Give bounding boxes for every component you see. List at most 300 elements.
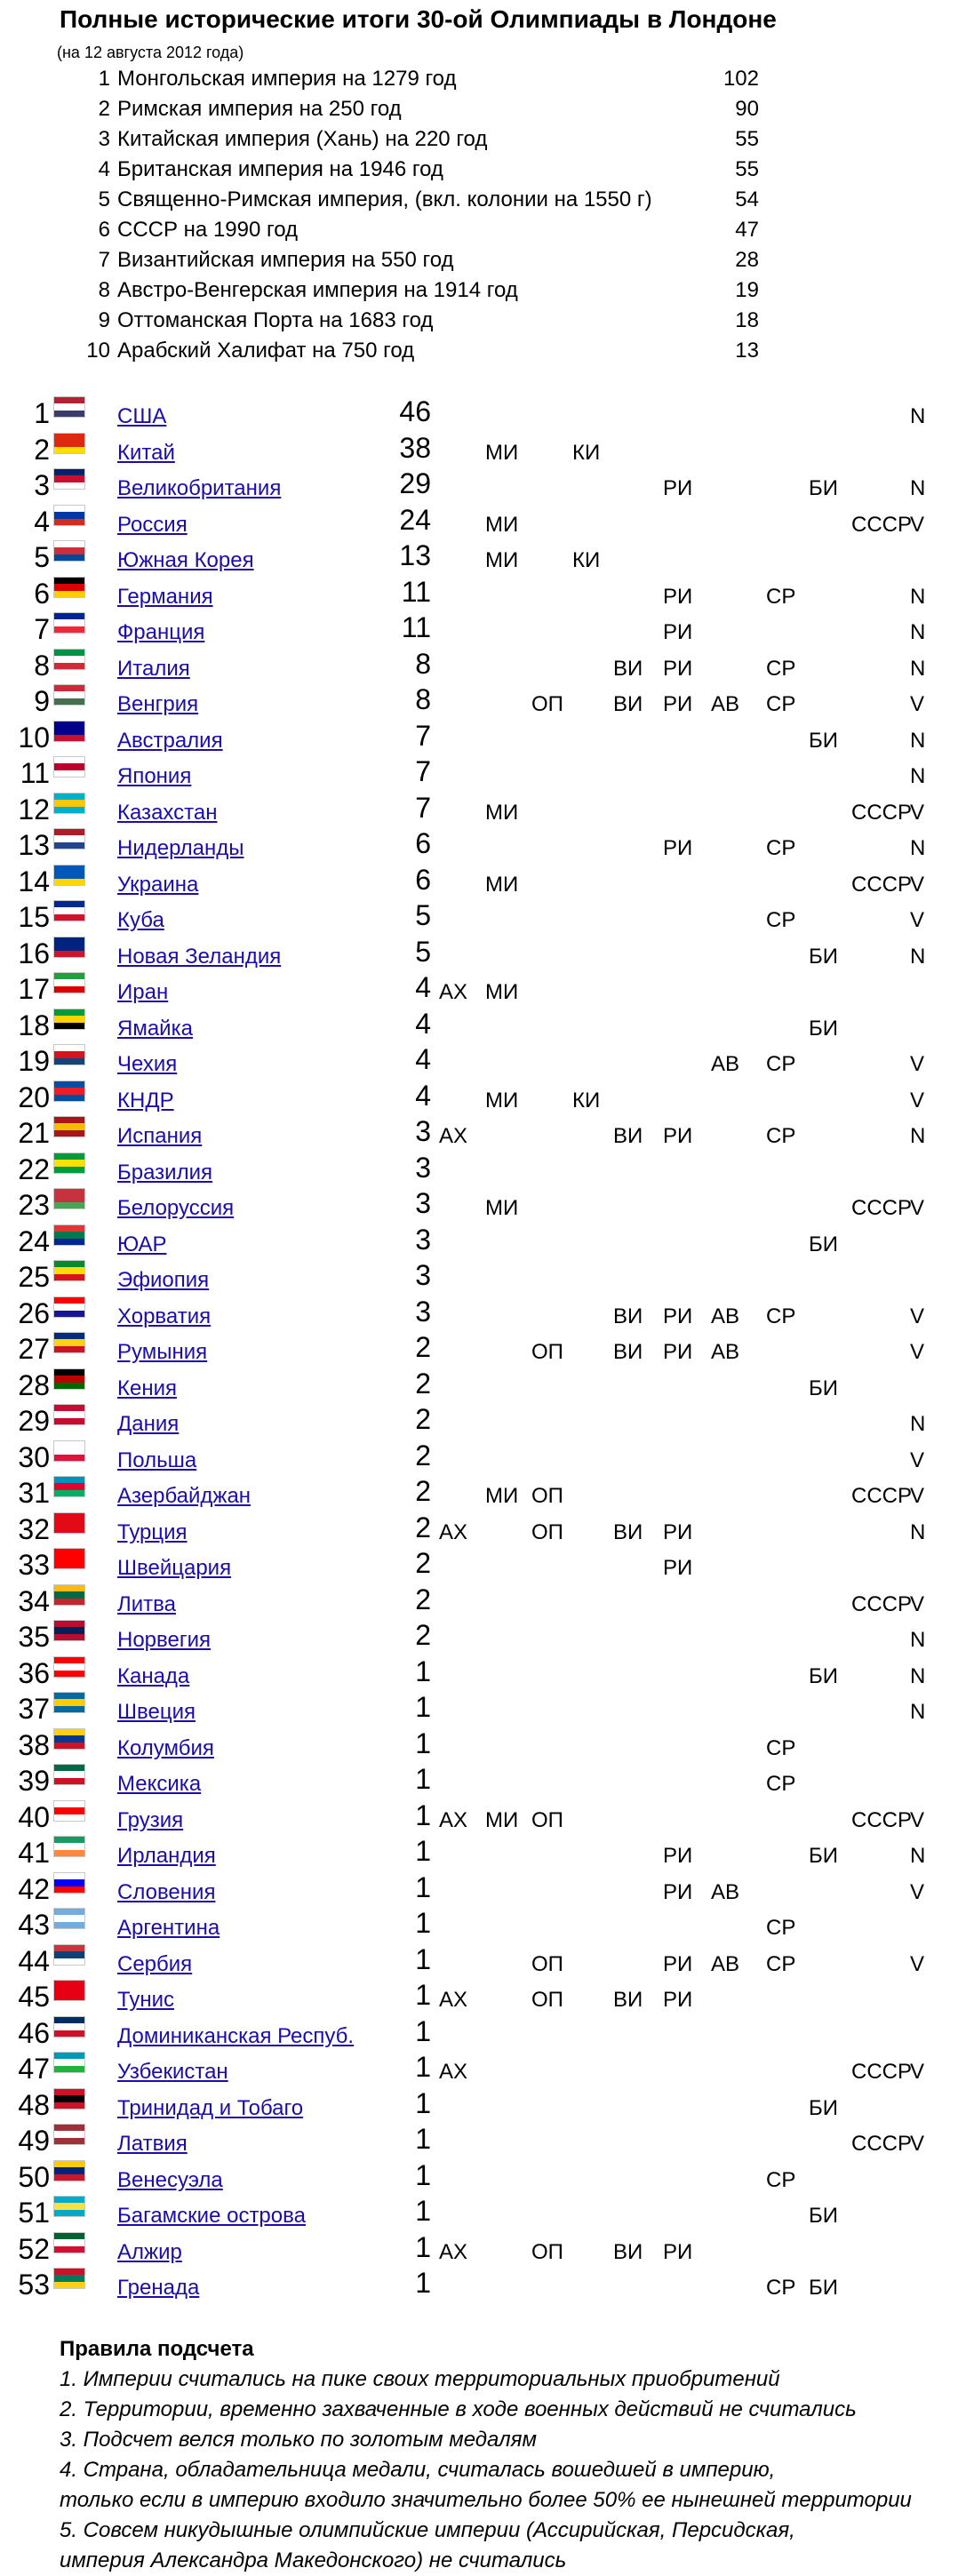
country-link[interactable]: Дания [117, 1412, 180, 1436]
gold-count: 4 [415, 1079, 431, 1112]
table-row [0, 2263, 958, 2300]
flag-icon [53, 1764, 85, 1785]
country-link[interactable]: КНДР [117, 1088, 174, 1113]
empire-code-ri: РИ [663, 1556, 693, 1580]
flag-icon [53, 1476, 85, 1497]
table-row [0, 1940, 958, 1976]
country-rank: 18 [18, 1009, 50, 1041]
empire-code-sssr: СССР [851, 872, 913, 897]
gold-count: 4 [415, 971, 431, 1003]
empire-code-ri: РИ [663, 1879, 693, 1904]
gold-count: 3 [415, 1187, 431, 1219]
empire-code-av: АВ [711, 1879, 740, 1904]
empire-code-ah: АХ [439, 1807, 468, 1832]
country-rank: 3 [34, 469, 50, 501]
gold-count: 1 [415, 1763, 431, 1795]
empire-code-mi: МИ [485, 512, 519, 537]
country-rank: 21 [18, 1117, 50, 1149]
table-row [0, 536, 958, 572]
gold-count: 6 [415, 827, 431, 859]
table-row [0, 2012, 958, 2048]
empire-code-end: N [910, 656, 926, 681]
flag-icon [53, 1044, 85, 1065]
country-link[interactable]: Азербайджан [117, 1484, 251, 1508]
empire-code-end: V [910, 512, 925, 537]
empire-code-ri: РИ [663, 584, 693, 609]
country-rank: 49 [18, 2125, 50, 2157]
table-row [0, 968, 958, 1004]
gold-count: 1 [415, 1655, 431, 1687]
empire-code-op: ОП [531, 1988, 563, 2012]
empire-code-sssr: СССР [851, 800, 913, 825]
empire-code-sr: СР [766, 1735, 796, 1760]
flag-icon [53, 468, 85, 490]
country-link[interactable]: Россия [117, 512, 188, 537]
empire-code-bi: БИ [809, 1663, 838, 1688]
table-row [0, 824, 958, 860]
empire-rank: 4 [98, 157, 110, 181]
gold-count: 1 [415, 1979, 431, 2011]
empire-code-bi: БИ [809, 1016, 838, 1041]
country-link[interactable]: Тринидад и Тобаго [117, 2095, 304, 2120]
empire-rank: 2 [98, 97, 110, 121]
country-rank: 27 [18, 1333, 50, 1365]
empire-code-end: V [910, 1879, 925, 1904]
empire-code-ri: РИ [663, 1340, 693, 1364]
flag-icon [53, 1440, 85, 1462]
empire-code-ah: АХ [439, 980, 468, 1004]
country-link[interactable]: Турция [117, 1519, 188, 1544]
country-rank: 10 [18, 721, 50, 754]
table-row [0, 428, 958, 465]
empire-code-av: АВ [711, 1340, 740, 1364]
gold-count: 2 [415, 1511, 431, 1543]
empire-code-sr: СР [766, 2276, 796, 2300]
empire-code-sr: СР [766, 908, 796, 932]
country-link[interactable]: Венесуэла [117, 2167, 223, 2192]
empire-value: 19 [735, 278, 759, 302]
country-rank: 40 [18, 1800, 50, 1833]
country-link[interactable]: Германия [117, 584, 213, 609]
empire-row [0, 94, 958, 124]
table-row [0, 1184, 958, 1220]
flag-icon [53, 1152, 85, 1174]
flag-icon [53, 1728, 85, 1750]
country-link[interactable]: Узбекистан [117, 2060, 228, 2084]
empire-rank: 7 [98, 248, 110, 272]
country-rank: 26 [18, 1296, 50, 1329]
empire-code-end: V [910, 2060, 925, 2084]
country-link[interactable]: Китай [117, 440, 175, 465]
table-row [0, 752, 958, 788]
empire-code-ri: РИ [663, 620, 693, 644]
country-link[interactable]: Южная Корея [117, 548, 254, 572]
empire-code-op: ОП [531, 692, 563, 716]
empire-rank: 1 [98, 67, 110, 91]
table-row [0, 1831, 958, 1868]
empire-name: СССР на 1990 год [117, 218, 299, 242]
flag-icon [53, 1009, 85, 1030]
gold-count: 1 [415, 1942, 431, 1975]
country-link[interactable]: США [117, 404, 167, 428]
gold-count: 5 [415, 935, 431, 968]
country-link[interactable]: Казахстан [117, 800, 218, 825]
gold-count: 1 [415, 2123, 431, 2155]
empire-code-ri: РИ [663, 1304, 693, 1328]
country-link[interactable]: Румыния [117, 1340, 208, 1364]
flag-icon [53, 900, 85, 921]
country-rank: 53 [18, 2269, 50, 2301]
empire-value: 13 [735, 339, 759, 363]
table-row [0, 2228, 958, 2264]
empire-code-end: N [910, 944, 926, 969]
country-link[interactable]: Словения [117, 1879, 216, 1904]
country-rank: 2 [34, 433, 50, 466]
flag-icon [53, 433, 85, 454]
gold-count: 2 [415, 1583, 431, 1615]
gold-count: 46 [399, 395, 431, 427]
empire-code-ki: КИ [572, 440, 601, 465]
empire-code-end: V [910, 1196, 925, 1220]
country-link[interactable]: Куба [117, 908, 164, 932]
empire-row [0, 185, 958, 215]
country-rank: 32 [18, 1512, 50, 1545]
flag-icon [53, 1980, 85, 2001]
country-link[interactable]: Новая Зеландия [117, 944, 282, 969]
empire-code-ri: РИ [663, 1519, 693, 1544]
country-link[interactable]: Белоруссия [117, 1196, 235, 1220]
empire-code-bi: БИ [809, 2095, 838, 2120]
gold-count: 1 [415, 2086, 431, 2119]
empire-code-end: V [910, 692, 925, 716]
gold-count: 1 [415, 1835, 431, 1867]
country-rank: 34 [18, 1584, 50, 1617]
country-link[interactable]: Мексика [117, 1772, 202, 1796]
country-rank: 13 [18, 829, 50, 861]
flag-icon [53, 612, 85, 634]
country-link[interactable]: Чехия [117, 1052, 178, 1076]
empire-code-end: N [910, 1628, 926, 1652]
empire-code-vi: ВИ [613, 1304, 643, 1328]
table-row [0, 1580, 958, 1616]
empire-rank: 10 [86, 339, 110, 363]
gold-count: 2 [415, 1439, 431, 1471]
empire-code-sssr: СССР [851, 1196, 913, 1220]
country-rank: 17 [18, 973, 50, 1005]
country-rank: 43 [18, 1909, 50, 1941]
country-rank: 45 [18, 1981, 50, 2013]
flag-icon [53, 756, 85, 778]
empire-code-end: N [910, 1844, 926, 1868]
flag-icon [53, 1296, 85, 1318]
table-row [0, 1148, 958, 1184]
empire-code-end: V [910, 1448, 925, 1472]
empire-code-sssr: СССР [851, 2132, 913, 2156]
empire-code-bi: БИ [809, 1844, 838, 1868]
empire-code-end: N [910, 584, 926, 609]
gold-count: 4 [415, 1043, 431, 1075]
flag-icon [53, 2016, 85, 2038]
empire-code-op: ОП [531, 1340, 563, 1364]
empire-code-vi: ВИ [613, 1988, 643, 2012]
table-row [0, 2119, 958, 2156]
flag-icon [53, 721, 85, 742]
country-rank: 47 [18, 2053, 50, 2085]
table-row [0, 1615, 958, 1652]
empire-code-end: N [910, 1700, 926, 1724]
country-link[interactable]: Польша [117, 1448, 197, 1472]
empire-row [0, 245, 958, 275]
empire-code-ki: КИ [572, 1088, 601, 1113]
empire-code-vi: ВИ [613, 2239, 643, 2264]
empire-code-ah: АХ [439, 2060, 468, 2084]
country-link[interactable]: Норвегия [117, 1628, 212, 1652]
country-rank: 1 [34, 397, 50, 429]
flag-icon [53, 1620, 85, 1641]
empire-code-mi: МИ [485, 1484, 519, 1508]
country-rank: 16 [18, 937, 50, 969]
empire-code-ri: РИ [663, 1844, 693, 1868]
country-link[interactable]: Сербия [117, 1951, 193, 1976]
empire-code-end: V [910, 1484, 925, 1508]
flag-icon [53, 1260, 85, 1281]
empire-code-bi: БИ [809, 1376, 838, 1400]
country-link[interactable]: Иран [117, 980, 169, 1004]
gold-count: 1 [415, 2195, 431, 2227]
gold-count: 1 [415, 1798, 431, 1831]
country-link[interactable]: Гренада [117, 2276, 200, 2300]
table-row [0, 1292, 958, 1328]
rule-line: только если в империю входило значительно более 50% ее нынешней территории [60, 2488, 912, 2512]
empire-value: 55 [735, 127, 759, 151]
country-link[interactable]: Аргентина [117, 1916, 220, 1940]
empire-code-mi: МИ [485, 1088, 519, 1113]
empire-code-sr: СР [766, 1916, 796, 1940]
flag-icon [53, 1188, 85, 1209]
country-link[interactable]: ЮАР [117, 1232, 167, 1256]
country-rank: 9 [34, 685, 50, 717]
gold-count: 1 [415, 2051, 431, 2083]
flag-icon [53, 1116, 85, 1137]
empire-code-end: V [910, 872, 925, 897]
gold-count: 11 [401, 575, 431, 608]
table-row [0, 608, 958, 644]
empire-value: 54 [735, 187, 759, 211]
country-link[interactable]: Япония [117, 764, 192, 788]
country-rank: 29 [18, 1405, 50, 1437]
table-row [0, 680, 958, 716]
gold-count: 1 [415, 2267, 431, 2299]
empire-code-av: АВ [711, 692, 740, 716]
country-link[interactable]: Ирландия [117, 1844, 216, 1868]
table-row [0, 1436, 958, 1472]
country-rank: 25 [18, 1261, 50, 1293]
country-link[interactable]: Австралия [117, 728, 223, 753]
empire-code-sssr: СССР [851, 1484, 913, 1508]
flag-icon [53, 1224, 85, 1246]
country-link[interactable]: Колумбия [117, 1735, 214, 1760]
table-row [0, 2084, 958, 2120]
country-link[interactable]: Хорватия [117, 1304, 212, 1328]
empire-rank: 8 [98, 278, 110, 302]
empire-code-bi: БИ [809, 944, 838, 969]
flag-icon [53, 1081, 85, 1102]
country-link[interactable]: Испания [117, 1124, 203, 1148]
table-row [0, 1076, 958, 1113]
country-link[interactable]: Нидерланды [117, 836, 244, 860]
table-row [0, 1400, 958, 1436]
empire-code-end: V [910, 1088, 925, 1113]
country-rank: 22 [18, 1152, 50, 1185]
table-row [0, 1903, 958, 1940]
flag-icon [53, 1332, 85, 1353]
empire-code-av: АВ [711, 1304, 740, 1328]
page-subtitle: (на 12 августа 2012 года) [57, 44, 244, 61]
empire-code-end: N [910, 476, 926, 500]
country-rank: 30 [18, 1440, 50, 1473]
gold-count: 4 [415, 1007, 431, 1040]
gold-count: 2 [415, 1331, 431, 1363]
empire-name: Священно-Римская империя, (вкл. колонии на 1550 г) [117, 187, 652, 211]
empire-code-end: N [910, 620, 926, 644]
empire-code-mi: МИ [485, 872, 519, 897]
table-row [0, 1796, 958, 1832]
table-row [0, 1256, 958, 1292]
table-row [0, 1543, 958, 1580]
empire-code-mi: МИ [485, 440, 519, 465]
country-rank: 48 [18, 2088, 50, 2121]
flag-icon [53, 793, 85, 814]
country-rank: 41 [18, 1837, 50, 1869]
empire-code-sr: СР [766, 836, 796, 860]
flag-icon [53, 2196, 85, 2217]
country-link[interactable]: Эфиопия [117, 1268, 210, 1292]
empire-code-ah: АХ [439, 2239, 468, 2264]
empire-name: Византийская империя на 550 год [117, 248, 454, 272]
table-row [0, 716, 958, 753]
country-link[interactable]: Латвия [117, 2132, 188, 2156]
empire-code-av: АВ [711, 1951, 740, 1976]
empire-code-end: V [910, 1340, 925, 1364]
flag-icon [53, 865, 85, 886]
empire-code-bi: БИ [809, 2276, 838, 2300]
table-row [0, 572, 958, 609]
country-link[interactable]: Бразилия [117, 1160, 212, 1184]
rule-line: 4. Страна, обладательница медали, считалась вошедшей в империю, [60, 2458, 776, 2482]
country-rank: 20 [18, 1081, 50, 1113]
table-row [0, 860, 958, 897]
country-rank: 46 [18, 2016, 50, 2049]
flag-icon [53, 1908, 85, 1929]
empire-code-end: V [910, 800, 925, 825]
empire-row [0, 155, 958, 185]
gold-count: 29 [399, 467, 431, 499]
table-row [0, 2047, 958, 2084]
flag-icon [53, 540, 85, 562]
country-link[interactable]: Швейцария [117, 1556, 232, 1580]
country-link[interactable]: Швеция [117, 1700, 196, 1724]
empire-code-mi: МИ [485, 1807, 519, 1832]
empire-code-end: V [910, 1052, 925, 1076]
flag-icon [53, 649, 85, 670]
flag-icon [53, 577, 85, 598]
empire-code-vi: ВИ [613, 1519, 643, 1544]
country-rank: 38 [18, 1728, 50, 1761]
country-rank: 36 [18, 1656, 50, 1689]
empire-code-mi: МИ [485, 1196, 519, 1220]
empire-code-ri: РИ [663, 656, 693, 681]
flag-icon [53, 2124, 85, 2145]
country-rank: 50 [18, 2160, 50, 2193]
flag-icon [53, 1548, 85, 1569]
country-link[interactable]: Тунис [117, 1988, 174, 2012]
table-row [0, 1328, 958, 1364]
country-link[interactable]: Доминиканская Респуб. [117, 2023, 355, 2048]
empire-row [0, 275, 958, 306]
flag-icon [53, 1368, 85, 1390]
empire-code-vi: ВИ [613, 656, 643, 681]
empire-code-ah: АХ [439, 1519, 468, 1544]
flag-icon [53, 972, 85, 993]
gold-count: 2 [415, 1619, 431, 1651]
flag-icon [53, 2088, 85, 2109]
gold-count: 1 [415, 2014, 431, 2047]
country-link[interactable]: Ямайка [117, 1016, 193, 1041]
country-link[interactable]: Венгрия [117, 692, 199, 716]
gold-count: 3 [415, 1151, 431, 1184]
empire-code-ri: РИ [663, 1988, 693, 2012]
gold-count: 1 [415, 1691, 431, 1723]
table-row [0, 1652, 958, 1688]
empire-code-end: N [910, 1412, 926, 1436]
empire-code-vi: ВИ [613, 692, 643, 716]
country-link[interactable]: Украина [117, 872, 199, 897]
table-row [0, 1220, 958, 1256]
country-link[interactable]: Великобритания [117, 476, 282, 500]
country-link[interactable]: Кения [117, 1376, 177, 1400]
country-link[interactable]: Франция [117, 620, 205, 644]
gold-count: 7 [415, 791, 431, 824]
country-rank: 4 [34, 505, 50, 538]
gold-count: 7 [415, 755, 431, 787]
page-title: Полные исторические итоги 30-ой Олимпиады в Лондоне [60, 5, 777, 33]
country-link[interactable]: Италия [117, 656, 190, 681]
gold-count: 1 [415, 2230, 431, 2263]
country-link[interactable]: Канада [117, 1663, 190, 1688]
empire-code-op: ОП [531, 1484, 563, 1508]
gold-count: 8 [415, 683, 431, 715]
gold-count: 2 [415, 1547, 431, 1579]
empire-row [0, 124, 958, 155]
empire-code-ri: РИ [663, 836, 693, 860]
rule-line: 5. Совсем никудышные олимпийские империи (Ассирийская, Персидская, [60, 2518, 795, 2542]
empire-code-ki: КИ [572, 548, 601, 572]
empire-value: 47 [735, 218, 759, 242]
gold-count: 11 [401, 611, 431, 643]
country-link[interactable]: Литва [117, 1591, 176, 1616]
table-row [0, 1868, 958, 1904]
gold-count: 1 [415, 1727, 431, 1759]
country-link[interactable]: Багамские острова [117, 2204, 306, 2228]
country-link[interactable]: Алжир [117, 2239, 182, 2264]
table-row [0, 1471, 958, 1508]
empire-code-end: N [910, 764, 926, 788]
gold-count: 24 [399, 503, 431, 536]
rule-line: 2. Территории, временно захваченные в ходе военных действий не считались [60, 2397, 857, 2421]
empire-code-end: V [910, 1807, 925, 1832]
country-link[interactable]: Грузия [117, 1807, 184, 1832]
empire-code-end: V [910, 1951, 925, 1976]
